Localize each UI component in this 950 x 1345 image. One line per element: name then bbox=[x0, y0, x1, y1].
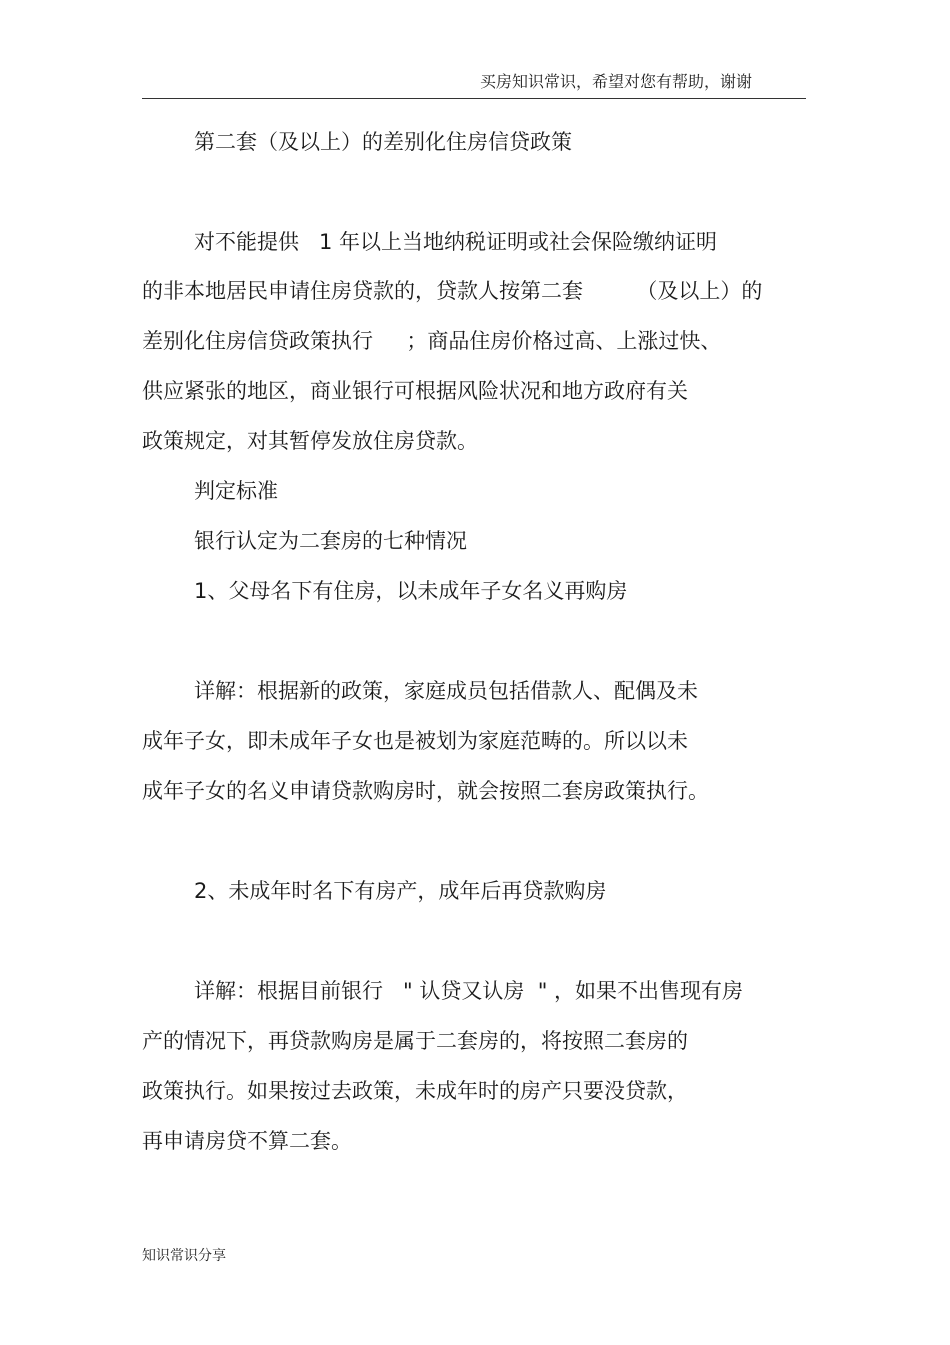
paragraph-line: 的非本地居民申请住房贷款的，贷款人按第二套 （及以上）的 bbox=[142, 279, 763, 303]
paragraph-line: 产的情况下，再贷款购房是属于二套房的，将按照二套房的 bbox=[142, 1029, 688, 1053]
paragraph-line: 成年子女，即未成年子女也是被划为家庭范畴的。所以以未 bbox=[142, 729, 688, 753]
paragraph-line: 差别化住房信贷政策执行 ；商品住房价格过高、上涨过快、 bbox=[142, 329, 722, 353]
page-footer: 知识常识分享 bbox=[142, 1248, 226, 1264]
subheading: 判定标准 bbox=[194, 479, 278, 503]
paragraph-line: 详解：根据新的政策，家庭成员包括借款人、配偶及未 bbox=[194, 679, 698, 703]
paragraph-line: 再申请房贷不算二套。 bbox=[142, 1129, 352, 1153]
paragraph-line: 政策规定，对其暂停发放住房贷款。 bbox=[142, 429, 478, 453]
paragraph-line: 详解：根据目前银行 " 认贷又认房 " ，如果不出售现有房 bbox=[194, 979, 744, 1003]
page-header bbox=[142, 70, 806, 99]
list-item-heading: 2、未成年时名下有房产，成年后再贷款购房 bbox=[194, 879, 607, 903]
subheading: 银行认定为二套房的七种情况 bbox=[194, 529, 467, 553]
paragraph-line: 对不能提供 1 年以上当地纳税证明或社会保险缴纳证明 bbox=[194, 230, 718, 254]
paragraph-line: 供应紧张的地区，商业银行可根据风险状况和地方政府有关 bbox=[142, 379, 688, 403]
list-item-heading: 1、父母名下有住房，以未成年子女名义再购房 bbox=[194, 579, 628, 603]
paragraph-line: 政策执行。如果按过去政策，未成年时的房产只要没贷款， bbox=[142, 1079, 688, 1103]
paragraph-line: 成年子女的名义申请贷款购房时，就会按照二套房政策执行。 bbox=[142, 779, 709, 803]
header-text: 买房知识常识，希望对您有帮助，谢谢 bbox=[479, 72, 752, 91]
section-title: 第二套（及以上）的差别化住房信贷政策 bbox=[194, 130, 572, 154]
